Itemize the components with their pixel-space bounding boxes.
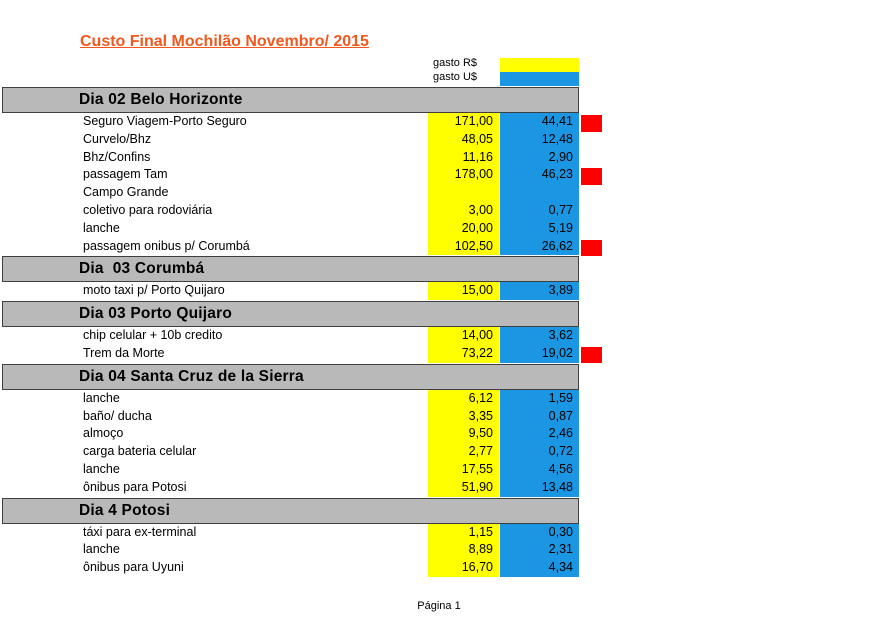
expense-label: almoço — [83, 426, 124, 441]
expense-label: Bhz/Confins — [83, 149, 151, 164]
expense-row — [0, 327, 620, 345]
expense-row — [0, 166, 620, 184]
usd-amount-cell: 4,34 — [500, 559, 579, 577]
usd-amount-cell: 4,56 — [500, 461, 579, 479]
legend-label-usd: gasto U$ — [433, 71, 478, 83]
usd-amount-cell: 5,19 — [500, 220, 579, 238]
expense-row — [0, 220, 620, 238]
expense-row — [0, 238, 620, 256]
expense-label: moto taxi p/ Porto Quijaro — [83, 283, 225, 298]
section-header-label: Dia 03 Corumbá — [79, 260, 205, 278]
expense-label: Curvelo/Bhz — [83, 131, 152, 146]
section-header-bar — [2, 498, 579, 524]
brl-amount-cell: 3,35 — [428, 408, 499, 426]
expense-row — [0, 113, 620, 131]
usd-amount-cell: 0,30 — [500, 524, 579, 542]
brl-amount-cell: 6,12 — [428, 390, 499, 408]
section-header-label: Dia 03 Porto Quijaro — [79, 305, 233, 323]
expense-label: coletivo para rodoviária — [83, 202, 213, 217]
expense-label: lanche — [83, 542, 120, 557]
brl-amount-cell: 11,16 — [428, 149, 499, 167]
brl-amount-cell: 14,00 — [428, 327, 499, 345]
page-number: Página 1 — [417, 600, 461, 612]
usd-amount-cell: 0,72 — [500, 443, 579, 461]
expense-row — [0, 149, 620, 167]
expense-row — [0, 131, 620, 149]
expense-label: lanche — [83, 390, 120, 405]
expense-label: lanche — [83, 220, 120, 235]
expense-row — [0, 461, 620, 479]
expense-label: passagem onibus p/ Corumbá — [83, 238, 250, 253]
expense-label: Campo Grande — [83, 185, 169, 200]
brl-amount-cell: 20,00 — [428, 220, 499, 238]
brl-amount-cell: 15,00 — [428, 282, 499, 300]
usd-amount-cell: 3,89 — [500, 282, 579, 300]
usd-amount-cell: 0,77 — [500, 202, 579, 220]
section-header-bar — [2, 256, 579, 282]
section-header-bar — [2, 301, 579, 327]
usd-amount-cell: 46,23 — [500, 166, 579, 184]
page-title: Custo Final Mochilão Novembro/ 2015 — [80, 33, 369, 50]
brl-amount-cell: 3,00 — [428, 202, 499, 220]
brl-amount-cell — [428, 184, 499, 202]
expense-table — [0, 87, 620, 577]
red-flag-marker — [581, 168, 602, 185]
legend-swatch-usd-blue — [500, 72, 579, 86]
expense-label: passagem Tam — [83, 167, 168, 182]
red-flag-marker — [581, 240, 602, 257]
expense-row — [0, 479, 620, 497]
expense-row — [0, 443, 620, 461]
brl-amount-cell: 178,00 — [428, 166, 499, 184]
expense-row — [0, 345, 620, 363]
expense-label: baño/ ducha — [83, 408, 152, 423]
expense-label: carga bateria celular — [83, 444, 197, 459]
usd-amount-cell: 3,62 — [500, 327, 579, 345]
expense-row — [0, 184, 620, 202]
brl-amount-cell: 73,22 — [428, 345, 499, 363]
section-header-label: Dia 04 Santa Cruz de la Sierra — [79, 367, 304, 385]
usd-amount-cell: 44,41 — [500, 113, 579, 131]
brl-amount-cell: 16,70 — [428, 559, 499, 577]
usd-amount-cell: 26,62 — [500, 238, 579, 256]
brl-amount-cell: 17,55 — [428, 461, 499, 479]
expense-row — [0, 202, 620, 220]
expense-row — [0, 559, 620, 577]
expense-label: Seguro Viagem-Porto Seguro — [83, 114, 247, 128]
usd-amount-cell: 13,48 — [500, 479, 579, 497]
legend-swatch-brl-yellow — [500, 58, 579, 72]
section-header-label: Dia 4 Potosi — [79, 501, 171, 519]
red-flag-marker — [581, 115, 602, 132]
usd-amount-cell: 1,59 — [500, 390, 579, 408]
brl-amount-cell: 171,00 — [428, 113, 499, 131]
red-flag-marker — [581, 347, 602, 364]
expense-row — [0, 541, 620, 559]
expense-row — [0, 408, 620, 426]
usd-amount-cell: 19,02 — [500, 345, 579, 363]
expense-label: lanche — [83, 461, 120, 476]
section-header-label: Dia 02 Belo Horizonte — [79, 91, 243, 108]
expense-label: táxi para ex-terminal — [83, 524, 197, 539]
section-header-bar — [2, 364, 579, 390]
usd-amount-cell — [500, 184, 579, 202]
brl-amount-cell: 9,50 — [428, 425, 499, 443]
expense-row — [0, 524, 620, 542]
section-header-bar — [2, 87, 579, 113]
brl-amount-cell: 8,89 — [428, 541, 499, 559]
expense-label: ônibus para Uyuni — [83, 560, 184, 575]
expense-row — [0, 390, 620, 408]
expense-row — [0, 425, 620, 443]
brl-amount-cell: 48,05 — [428, 131, 499, 149]
brl-amount-cell: 102,50 — [428, 238, 499, 256]
brl-amount-cell: 1,15 — [428, 524, 499, 542]
usd-amount-cell: 2,90 — [500, 149, 579, 167]
legend-label-brl: gasto R$ — [433, 57, 478, 69]
usd-amount-cell: 12,48 — [500, 131, 579, 149]
expense-row — [0, 282, 620, 300]
brl-amount-cell: 2,77 — [428, 443, 499, 461]
usd-amount-cell: 0,87 — [500, 408, 579, 426]
usd-amount-cell: 2,31 — [500, 541, 579, 559]
usd-amount-cell: 2,46 — [500, 425, 579, 443]
expense-label: chip celular + 10b credito — [83, 328, 223, 343]
brl-amount-cell: 51,90 — [428, 479, 499, 497]
expense-label: ônibus para Potosi — [83, 479, 187, 494]
expense-label: Trem da Morte — [83, 345, 165, 360]
